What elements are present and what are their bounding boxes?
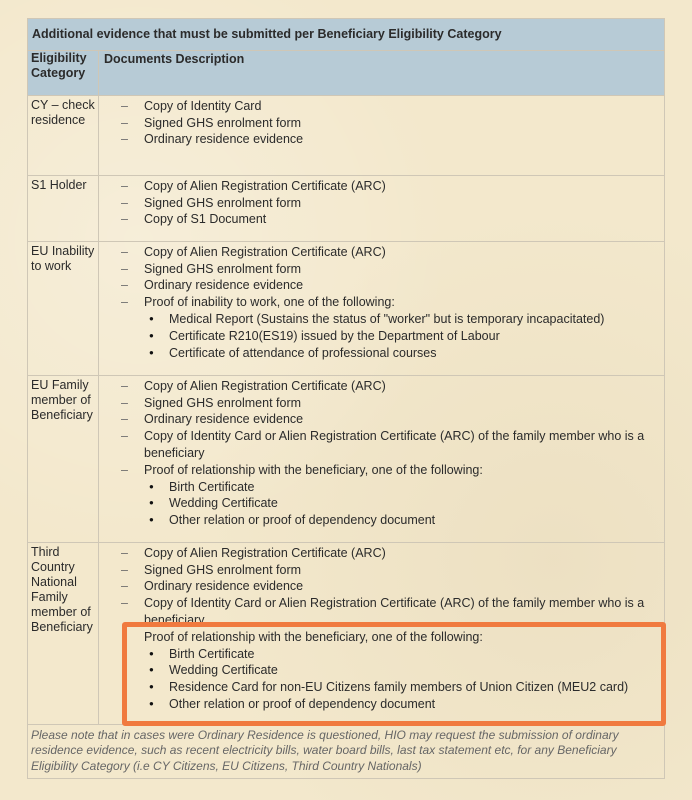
list-item-text: Proof of inability to work, one of the following:	[144, 295, 395, 310]
table-title-row	[28, 19, 665, 51]
list-item: – Copy of S1 Document	[121, 211, 660, 228]
table-row	[28, 175, 665, 241]
list-item	[121, 629, 660, 713]
documents-list	[121, 244, 660, 362]
table-header-row	[28, 50, 665, 95]
table-row	[28, 241, 665, 375]
list-item: – Signed GHS enrolment form	[121, 195, 660, 212]
table-title: Additional evidence that must be submitted per Beneficiary Eligibility Category	[28, 19, 665, 51]
list-item: – Ordinary residence evidence	[121, 411, 660, 428]
documents-list	[121, 378, 660, 529]
sub-list-item: ● Certificate of attendance of professional courses	[147, 345, 660, 362]
list-item: – Copy of Identity Card	[121, 98, 660, 115]
sub-list-item: ● Residence Card for non-EU Citizens family members of Union Citizen (MEU2 card)	[147, 679, 660, 696]
table-row	[28, 542, 665, 724]
sub-list	[144, 646, 660, 713]
sub-list-item: ● Wedding Certificate	[147, 662, 660, 679]
note-row	[28, 724, 665, 779]
sub-list	[144, 311, 660, 361]
list-item	[121, 462, 660, 529]
sub-list-item: ● Birth Certificate	[147, 646, 660, 663]
list-item: – Copy of Identity Card or Alien Registration Certificate (ARC) of the family member who is a beneficiary	[121, 428, 660, 462]
documents-list	[121, 178, 660, 228]
eligibility-category-cell: CY – check residence	[28, 95, 99, 175]
list-item: – Signed GHS enrolment form	[121, 115, 660, 132]
list-item: – Copy of Alien Registration Certificate (ARC)	[121, 178, 660, 195]
sub-list-item: ● Birth Certificate	[147, 479, 660, 496]
documents-cell	[99, 241, 665, 375]
table-row	[28, 95, 665, 175]
list-item: – Copy of Alien Registration Certificate (ARC)	[121, 378, 660, 395]
sub-list-item: ● Medical Report (Sustains the status of "worker" but is temporary incapacitated)	[147, 311, 660, 328]
document-page	[27, 18, 665, 779]
documents-cell	[99, 175, 665, 241]
list-item: – Signed GHS enrolment form	[121, 261, 660, 278]
list-item-text: Proof of relationship with the beneficiary, one of the following:	[144, 629, 483, 644]
eligibility-category-cell: EU Inability to work	[28, 241, 99, 375]
table-row	[28, 375, 665, 542]
eligibility-category-cell: S1 Holder	[28, 175, 99, 241]
list-item: – Copy of Alien Registration Certificate (ARC)	[121, 244, 660, 261]
list-item: – Signed GHS enrolment form	[121, 395, 660, 412]
documents-cell	[99, 375, 665, 542]
note-text: Please note that in cases were Ordinary Residence is questioned, HIO may request the submission of ordinary residence evidence, such as recent electricity bills, water board bills, last tax statement etc, for any Beneficiary Eligibility Category (i.e CY Citizens, EU Citizens, Third Country Nationals)	[28, 724, 665, 779]
eligibility-category-cell: Third Country National Family member of Beneficiary	[28, 542, 99, 724]
column-header-eligibility-category: Eligibility Category	[28, 50, 99, 95]
list-item: – Ordinary residence evidence	[121, 131, 660, 148]
list-item: – Ordinary residence evidence	[121, 277, 660, 294]
sub-list	[144, 479, 660, 529]
list-item: – Copy of Identity Card or Alien Registration Certificate (ARC) of the family member who is a beneficiary	[121, 595, 660, 629]
eligibility-category-cell: EU Family member of Beneficiary	[28, 375, 99, 542]
documents-list	[121, 98, 660, 148]
column-header-documents-description: Documents Description	[99, 50, 665, 95]
eligibility-evidence-table	[27, 18, 665, 779]
list-item: – Ordinary residence evidence	[121, 578, 660, 595]
list-item: – Copy of Alien Registration Certificate (ARC)	[121, 545, 660, 562]
list-item	[121, 294, 660, 361]
list-item-text: Proof of relationship with the beneficiary, one of the following:	[144, 462, 483, 477]
sub-list-item: ● Certificate R210(ES19) issued by the Department of Labour	[147, 328, 660, 345]
documents-cell	[99, 542, 665, 724]
sub-list-item: ● Wedding Certificate	[147, 495, 660, 512]
documents-cell	[99, 95, 665, 175]
list-item: – Signed GHS enrolment form	[121, 562, 660, 579]
documents-list	[121, 545, 660, 713]
sub-list-item: ● Other relation or proof of dependency document	[147, 512, 660, 529]
sub-list-item: ● Other relation or proof of dependency document	[147, 696, 660, 713]
